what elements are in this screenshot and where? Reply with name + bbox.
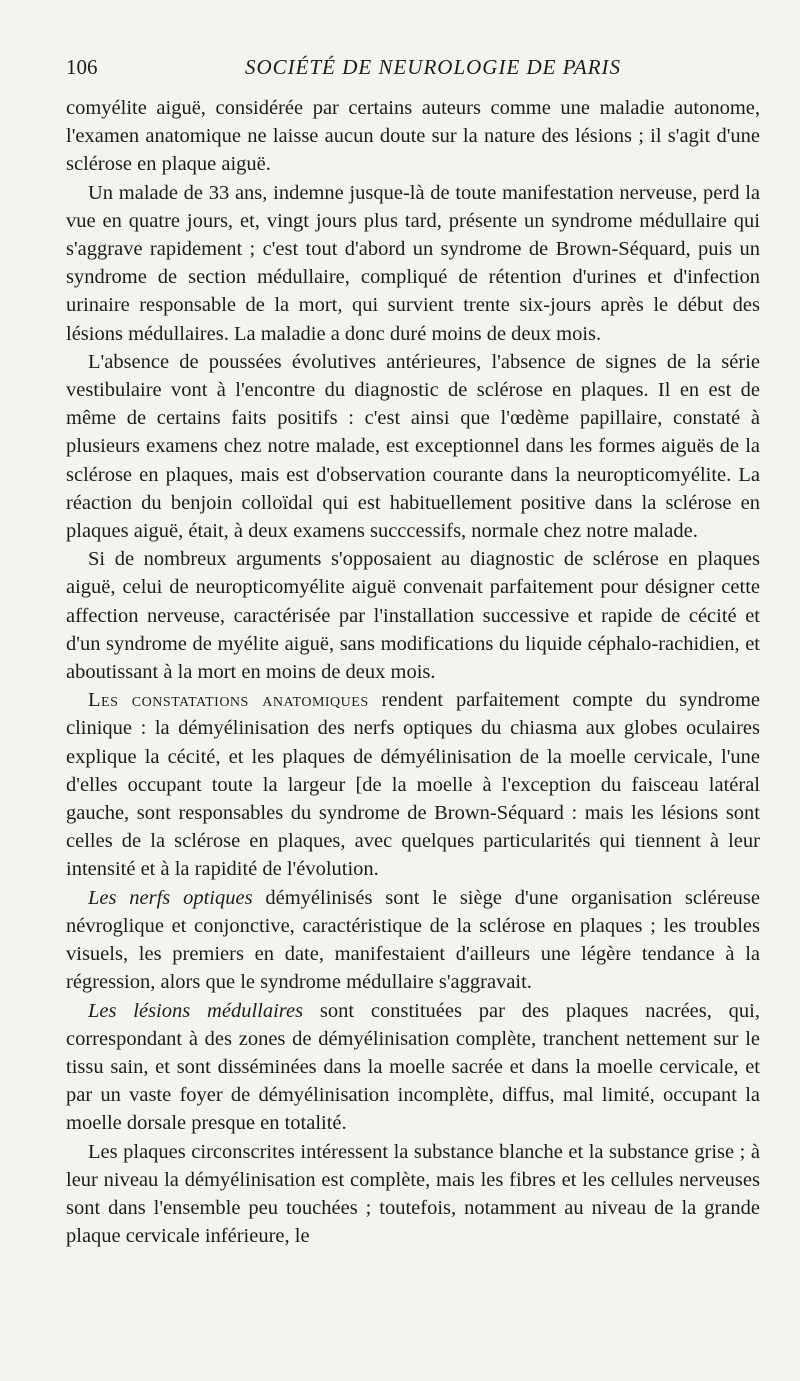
paragraph-6: Les nerfs optiques démyélinisés sont le siège d'une organisation scléreuse névroglique et conjonctive, caractéristique de la sclérose en plaques ; les troubles visuels, les premiers en date, manifestaient d'ailleurs une légère tendance à la régression, alors que le syndrome médullaire s'aggravait.	[66, 886, 760, 994]
paragraph-3: L'absence de poussées évolutives antérieures, l'absence de signes de la série vestibulaire vont à l'encontre du diagnostic de sclérose en plaques. Il en est de même de certains faits positifs : c'est ainsi que l'œdème papillaire, constaté à plusieurs examens chez notre malade, est exceptionnel dans les formes aiguës de la sclérose en plaques, mais est d'observation courante dans la neuropticomyélite. La réaction du benjoin colloïdal qui est habituellement positive dans la sclérose en plaques aiguë, était, à deux examens succcessifs, normale chez notre malade.	[66, 350, 760, 543]
running-head	[66, 52, 760, 82]
body-text	[66, 94, 760, 1250]
italic-lead: Les lésions médullaires	[88, 999, 304, 1022]
paragraph-7: Les lésions médullaires sont constituées par des plaques nacrées, qui, correspondant à des zones de démyélinisation complète, tranchent nettement sur le tissu sain, et sont disséminées dans la moelle sacrée et dans la moelle cervicale, et par un vaste foyer de démyélinisation incomplète, diffus, mal limité, occupant la moelle dorsale presque en totalité.	[66, 999, 760, 1135]
paragraph-5: Les constatations anatomiques rendent parfaitement compte du syndrome clinique : la démyélinisation des nerfs optiques du chiasma aux globes oculaires explique la cécité, et les plaques de démyélinisation de la moelle cervicale, l'une d'elles occupant toute la largeur [de la moelle à l'exception du faisceau latéral gauche, sont responsables du syndrome de Brown-Séquard : mais les lésions sont celles de la sclérose en plaques, avec quelques particularités qui tiennent à leur intensité et à la rapidité de l'évolution.	[66, 689, 760, 881]
paragraph-4: Si de nombreux arguments s'opposaient au diagnostic de sclérose en plaques aiguë, celui de neuropticomyélite aiguë convenait parfaitement pour désigner cette affection nerveuse, caractérisée par l'installation successive et rapide de cécité et d'un syndrome de myélite aiguë, sans modifications du liquide céphalo-rachidien, et aboutissant à la mort en moins de deux mois.	[66, 548, 760, 684]
journal-title: SOCIÉTÉ DE NEUROLOGIE DE PARIS	[244, 55, 622, 79]
paragraph-2: Un malade de 33 ans, indemne jusque-là de toute manifestation nerveuse, perd la vue en quatre jours, et, vingt jours plus tard, présente un syndrome médullaire qui s'aggrave rapidement ; c'est tout d'abord un syndrome de Brown-Séquard, puis un syndrome de section médullaire, compliqué de rétention d'urines et d'infection urinaire responsable de la mort, qui survient trente six-jours après le début des lésions médullaires. La maladie a donc duré moins de deux mois.	[66, 181, 760, 345]
page-number: 106	[66, 55, 98, 79]
section-lead: Les constatations anatomiques	[88, 689, 369, 712]
italic-lead: Les nerfs optiques	[88, 886, 253, 909]
paragraph-1: comyélite aiguë, considérée par certains auteurs comme une maladie autonome, l'examen anatomique ne laisse aucun doute sur la nature des lésions ; il s'agit d'une sclérose en plaque aiguë.	[66, 97, 760, 176]
paragraph-8: Les plaques circonscrites intéressent la substance blanche et la substance grise ; à leur niveau la démyélinisation est complète, mais les fibres et les cellules nerveuses sont dans l'ensemble peu touchées ; toutefois, notamment au niveau de la grande plaque cervicale inférieure, le	[66, 1140, 760, 1248]
